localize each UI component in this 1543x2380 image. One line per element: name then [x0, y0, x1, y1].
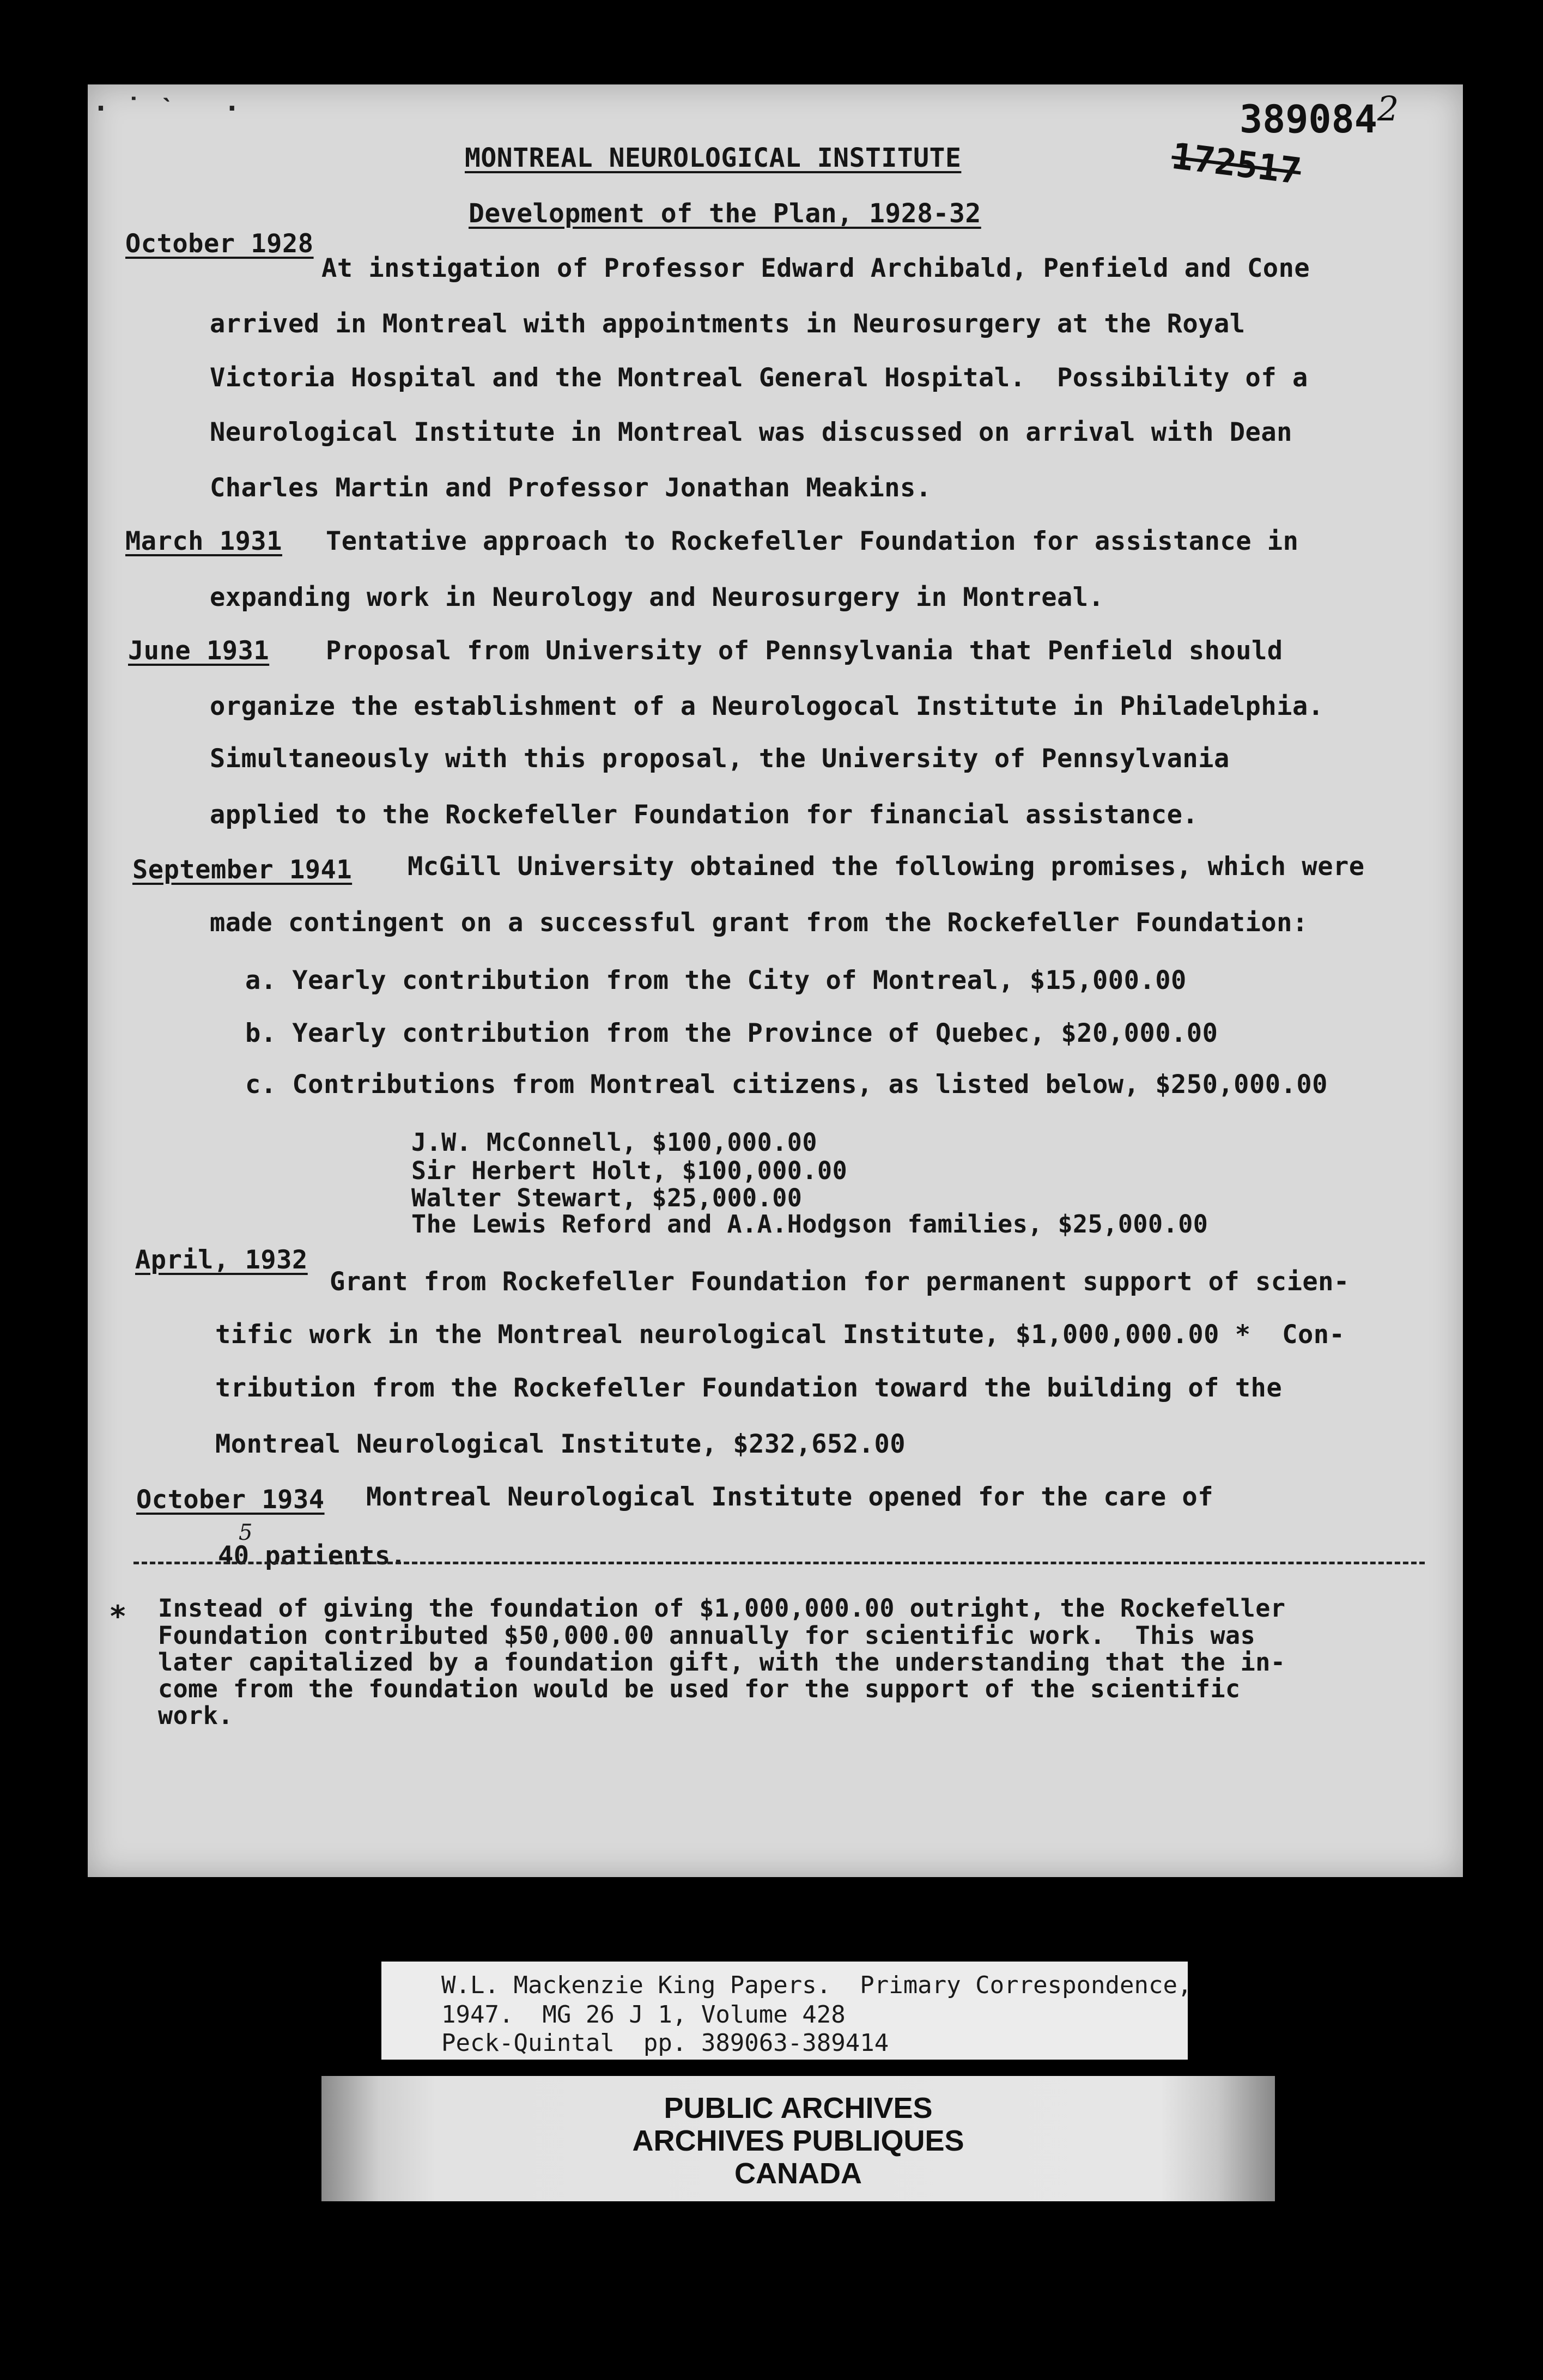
entry-date: October 1934	[136, 1485, 325, 1515]
archive-number-current: 389084	[1240, 97, 1377, 142]
entry-line: tribution from the Rockefeller Foundation toward the building of the	[215, 1373, 1283, 1403]
entry-line: Montreal Neurological Institute, $232,652.00	[215, 1429, 906, 1459]
entry-line: applied to the Rockefeller Foundation for financial assistance.	[210, 800, 1199, 830]
donor-line: The Lewis Reford and A.A.Hodgson families, $25,000.00	[411, 1210, 1208, 1238]
entry-line: expanding work in Neurology and Neurosurgery in Montreal.	[210, 582, 1104, 612]
archive-number	[1240, 89, 1399, 142]
label-line: W.L. Mackenzie King Papers. Primary Correspondence,	[441, 1971, 1192, 1999]
stamp-line: ARCHIVES PUBLIQUES	[632, 2124, 964, 2157]
donor-line: J.W. McConnell, $100,000.00	[411, 1128, 817, 1157]
donor-line: Walter Stewart, $25,000.00	[411, 1183, 803, 1212]
label-line: 1947. MG 26 J 1, Volume 428	[441, 2001, 846, 2029]
entry-item: b. Yearly contribution from the Province of Quebec, $20,000.00	[245, 1018, 1218, 1048]
archive-number-suffix: 2	[1377, 89, 1399, 129]
entry-line: arrived in Montreal with appointments in Neurosurgery at the Royal	[210, 309, 1246, 339]
entry-line: Grant from Rockefeller Foundation for permanent support of scien-	[330, 1267, 1350, 1297]
archive-number-struck: 172517	[1169, 135, 1304, 193]
archive-label-card	[381, 1962, 1192, 2060]
entry-line: Proposal from University of Pennsylvania that Penfield should	[326, 636, 1283, 666]
scan-specks: · ˙ ˋ ·	[93, 93, 240, 124]
donor-line: Sir Herbert Holt, $100,000.00	[411, 1156, 848, 1185]
public-archives-stamp	[321, 2076, 1275, 2201]
entry-line: 40 patients.	[218, 1541, 406, 1571]
entry-date: April, 1932	[135, 1245, 308, 1275]
footnote-marker: *	[109, 1599, 127, 1634]
entry-line: Charles Martin and Professor Jonathan Meakins.	[210, 473, 932, 503]
stamp-line: PUBLIC ARCHIVES	[664, 2092, 933, 2124]
entry-date: June 1931	[128, 636, 270, 666]
entry-line: Simultaneously with this proposal, the University of Pennsylvania	[210, 744, 1230, 774]
entry-line: McGill University obtained the following promises, which were	[408, 852, 1365, 882]
entry-line: Victoria Hospital and the Montreal General Hospital. Possibility of a	[210, 363, 1308, 393]
document-title: MONTREAL NEUROLOGICAL INSTITUTE	[465, 143, 962, 173]
footnote-line: Instead of giving the foundation of $1,000,000.00 outright, the Rockefeller	[158, 1594, 1286, 1623]
entry-line: At instigation of Professor Edward Archibald, Penfield and Cone	[321, 253, 1310, 283]
entry-date: March 1931	[125, 526, 282, 556]
entry-item: a. Yearly contribution from the City of Montreal, $15,000.00	[245, 966, 1187, 995]
entry-date: September 1941	[132, 855, 353, 885]
entry-line: Tentative approach to Rockefeller Foundation for assistance in	[326, 526, 1299, 556]
footnote-line: later capitalized by a foundation gift, with the understanding that the in-	[158, 1648, 1286, 1677]
entry-line: Neurological Institute in Montreal was discussed on arrival with Dean	[210, 417, 1292, 447]
footnote-line: work.	[158, 1701, 233, 1730]
entry-line: Montreal Neurological Institute opened for the care of	[366, 1482, 1214, 1512]
label-line: Peck-Quintal pp. 389063-389414	[441, 2029, 889, 2057]
entry-item: c. Contributions from Montreal citizens, as listed below, $250,000.00	[245, 1070, 1328, 1100]
footnote-line: Foundation contributed $50,000.00 annually for scientific work. This was	[158, 1621, 1256, 1650]
document-subtitle: Development of the Plan, 1928-32	[469, 198, 981, 229]
entry-line: tific work in the Montreal neurological Institute, $1,000,000.00 * Con-	[215, 1320, 1345, 1350]
handwritten-correction: 5	[239, 1520, 253, 1545]
stamp-line: CANADA	[734, 2157, 862, 2190]
entry-line: made contingent on a successful grant from the Rockefeller Foundation:	[210, 908, 1308, 938]
footnote-line: come from the foundation would be used for the support of the scientific	[158, 1674, 1241, 1703]
entry-date: October 1928	[125, 229, 314, 259]
entry-line: organize the establishment of a Neurologocal Institute in Philadelphia.	[210, 691, 1324, 721]
footnote-divider	[133, 1562, 1425, 1564]
